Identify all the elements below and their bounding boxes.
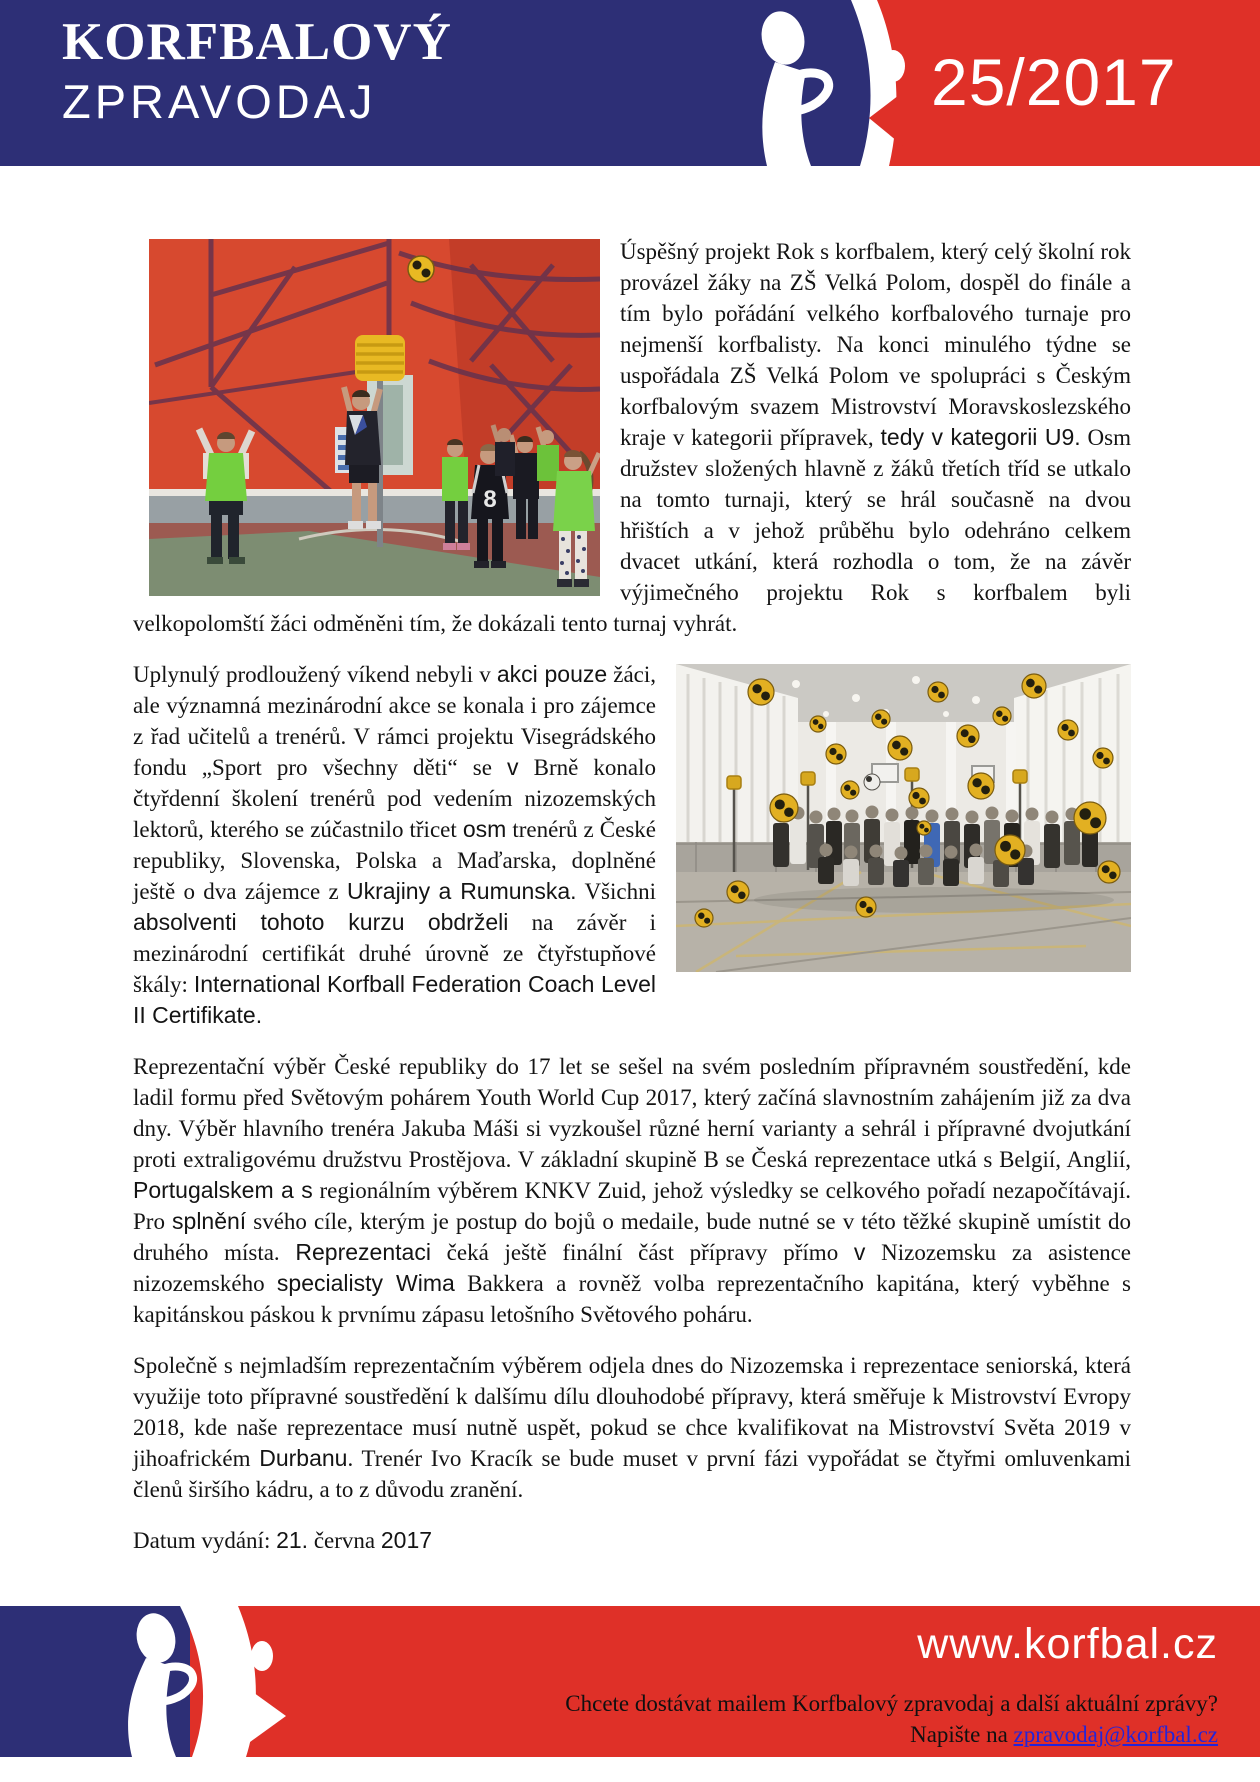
text-run: Úspěšný projekt Rok s korfbalem, který celý školní rok provázel žáky na ZŠ Velká Polom, dospěl do finále a tím bylo pořádání velkého korfbalového turnaje pro nejmenší korfbalisty. Na konci minulého týdne se uspořádala ZŠ Velká Polom ve spolupráci s Českým korfbalovým svazem Mistrovství Moravskoslezského kraje v kategorii přípravek, xyxy=(620,239,1131,450)
text-run: Všichni xyxy=(576,879,656,904)
korfball-ball xyxy=(408,256,434,282)
text-run: 2017 xyxy=(380,1527,433,1553)
photo-coach-course xyxy=(676,664,1131,972)
korfball-logo-icon xyxy=(665,0,905,166)
text-run: Společně s nejmladším reprezentačním výběrem odjela dnes do Nizozemska i reprezentace seniorská, která využije toto přípravné soustředění k dalšímu dílu dlouhodobé přípravy, která směřuje k Mistrovství Evropy 2018, kde naše reprezentace musí nutně uspět, pokud se chce kvalifikovat na Mistrovství Světa 2019 v jihoafrickém xyxy=(133,1353,1131,1471)
publication-date xyxy=(133,1525,1131,1556)
text-run: svého cíle, kterým je postup do bojů o medaile, bude nutné se v této těžké skupině umístit do druhého místa. xyxy=(133,1209,1131,1265)
issue-number: 25/2017 xyxy=(905,0,1260,166)
text-run: Durbanu xyxy=(259,1445,348,1471)
text-run: regionálním výběrem KNKV Zuid, jehož výsledky se celkového pořadí nezapočítávají. Pro xyxy=(133,1178,1131,1234)
text-run: osm xyxy=(462,816,507,842)
text-run: Nizozemsku za asistence nizozemského xyxy=(133,1240,1131,1296)
text-run: Reprezentaci xyxy=(295,1239,431,1265)
text-run: června xyxy=(308,1528,381,1553)
text-run: Uplynulý prodloužený víkend nebyli v xyxy=(133,662,497,687)
korf-basket xyxy=(355,335,405,381)
text-run: na závěr i mezinárodní certifikát druhé úrovně ze čtyřstupňové škály: xyxy=(133,910,657,997)
footer-banner xyxy=(0,1606,1260,1757)
footer-content xyxy=(310,1606,1260,1757)
text-run: absolventi tohoto kurzu xyxy=(133,909,405,935)
text-run: akci pouze xyxy=(496,661,608,687)
newsletter-cta: Chcete dostávat mailem Korfbalový zpravodaj a další aktuální zprávy? xyxy=(565,1691,1218,1716)
text-run: Datum vydání: xyxy=(133,1528,277,1553)
photo-kids-tournament xyxy=(149,239,600,596)
footer-korfball-logo-icon xyxy=(0,1606,310,1757)
newsletter-title: KORFBALOVÝ xyxy=(62,13,452,71)
text-run: Reprezentační výběr České republiky do 17 let se sešel na svém posledním přípravném soustředění, kde ladil formu před Světovým pohárem Youth World Cup 2017, který začíná slavnostním zahájením již za dva dny. Výběr hlavního trenéra Jakuba Máši si vyzkoušel různé herní varianty a sehrál i přípravné dvojutkání proti extraligovému družstvu Prostějova. V základní skupině B se Česká reprezentace utká s Belgií, Anglií, xyxy=(133,1054,1131,1172)
text-run: Bakkera a rovněž volba reprezentačního kapitána, který vyběhne s kapitánskou páskou k prvnímu zápasu letošního Světového poháru. xyxy=(133,1271,1132,1327)
paragraph-4 xyxy=(133,1350,1131,1505)
header-banner xyxy=(0,0,1260,166)
text-run: tedy v kategorii U9. xyxy=(880,424,1081,450)
text-run: Napište na xyxy=(910,1722,1014,1747)
email-link[interactable]: zpravodaj@korfbal.cz xyxy=(1013,1722,1218,1747)
newsletter-subtitle: ZPRAVODAJ xyxy=(62,75,377,129)
coach-course-illustration xyxy=(676,664,1131,972)
text-run: Portugalskem a s xyxy=(133,1177,313,1203)
text-run: v xyxy=(853,1239,866,1265)
contact-line xyxy=(310,1722,1218,1748)
text-run: . Trenér Ivo Kracík se bude muset v první fázi vypořádat se čtyřmi omluvenkami členů širšího kádru, a to z důvodu zranění. xyxy=(133,1446,1131,1502)
header-title-block xyxy=(0,0,665,166)
text-run: trenérů z České republiky, Slovenska, Polska a Maďarska, doplněné ještě o dva zájemce z xyxy=(133,817,656,904)
text-run: International Korfball Federation Coach Level II Certifikate. xyxy=(133,971,656,1028)
text-run: 21. xyxy=(276,1527,309,1553)
text-run: v xyxy=(507,754,519,780)
text-run: specialisty Wima xyxy=(276,1270,455,1296)
text-run: žáci, ale významná mezinárodní akce se konala i pro zájemce z řad učitelů a trenérů. V rámci projektu Visegrádského fondu „Sport pro všechny děti“ se xyxy=(133,662,657,780)
text-run: Osm družstev složených hlavně z žáků třetích tříd se utkalo na tomto turnaji, který se hrál současně na dvou hřištích a v jehož průběhu bylo odehráno celkem dvacet utkání, která rozhodla o tom, že na závěr výjimečného projektu Rok s korfbalem byli velkopolomští žáci odměněni tím, že dokázali tento turnaj vyhrát. xyxy=(133,425,1132,636)
jersey-number: 8 xyxy=(483,486,497,513)
text-run: obdrželi xyxy=(427,909,509,935)
text-run xyxy=(405,910,428,935)
website-url: www.korfbal.cz xyxy=(917,1620,1218,1668)
paragraph-3 xyxy=(133,1051,1131,1330)
kids-tournament-illustration xyxy=(149,239,600,596)
text-run: splnění xyxy=(172,1208,247,1234)
text-run: a Rumunska. xyxy=(438,878,577,904)
text-run: Ukrajiny xyxy=(347,878,431,904)
text-run: čeká ještě finální část přípravy přímo xyxy=(430,1240,854,1265)
text-run: Brně konalo čtyřdenní školení trenérů pod vedením nizozemských lektorů, kterého se zúčastnilo třicet xyxy=(133,755,657,842)
article-body xyxy=(0,166,1260,1556)
